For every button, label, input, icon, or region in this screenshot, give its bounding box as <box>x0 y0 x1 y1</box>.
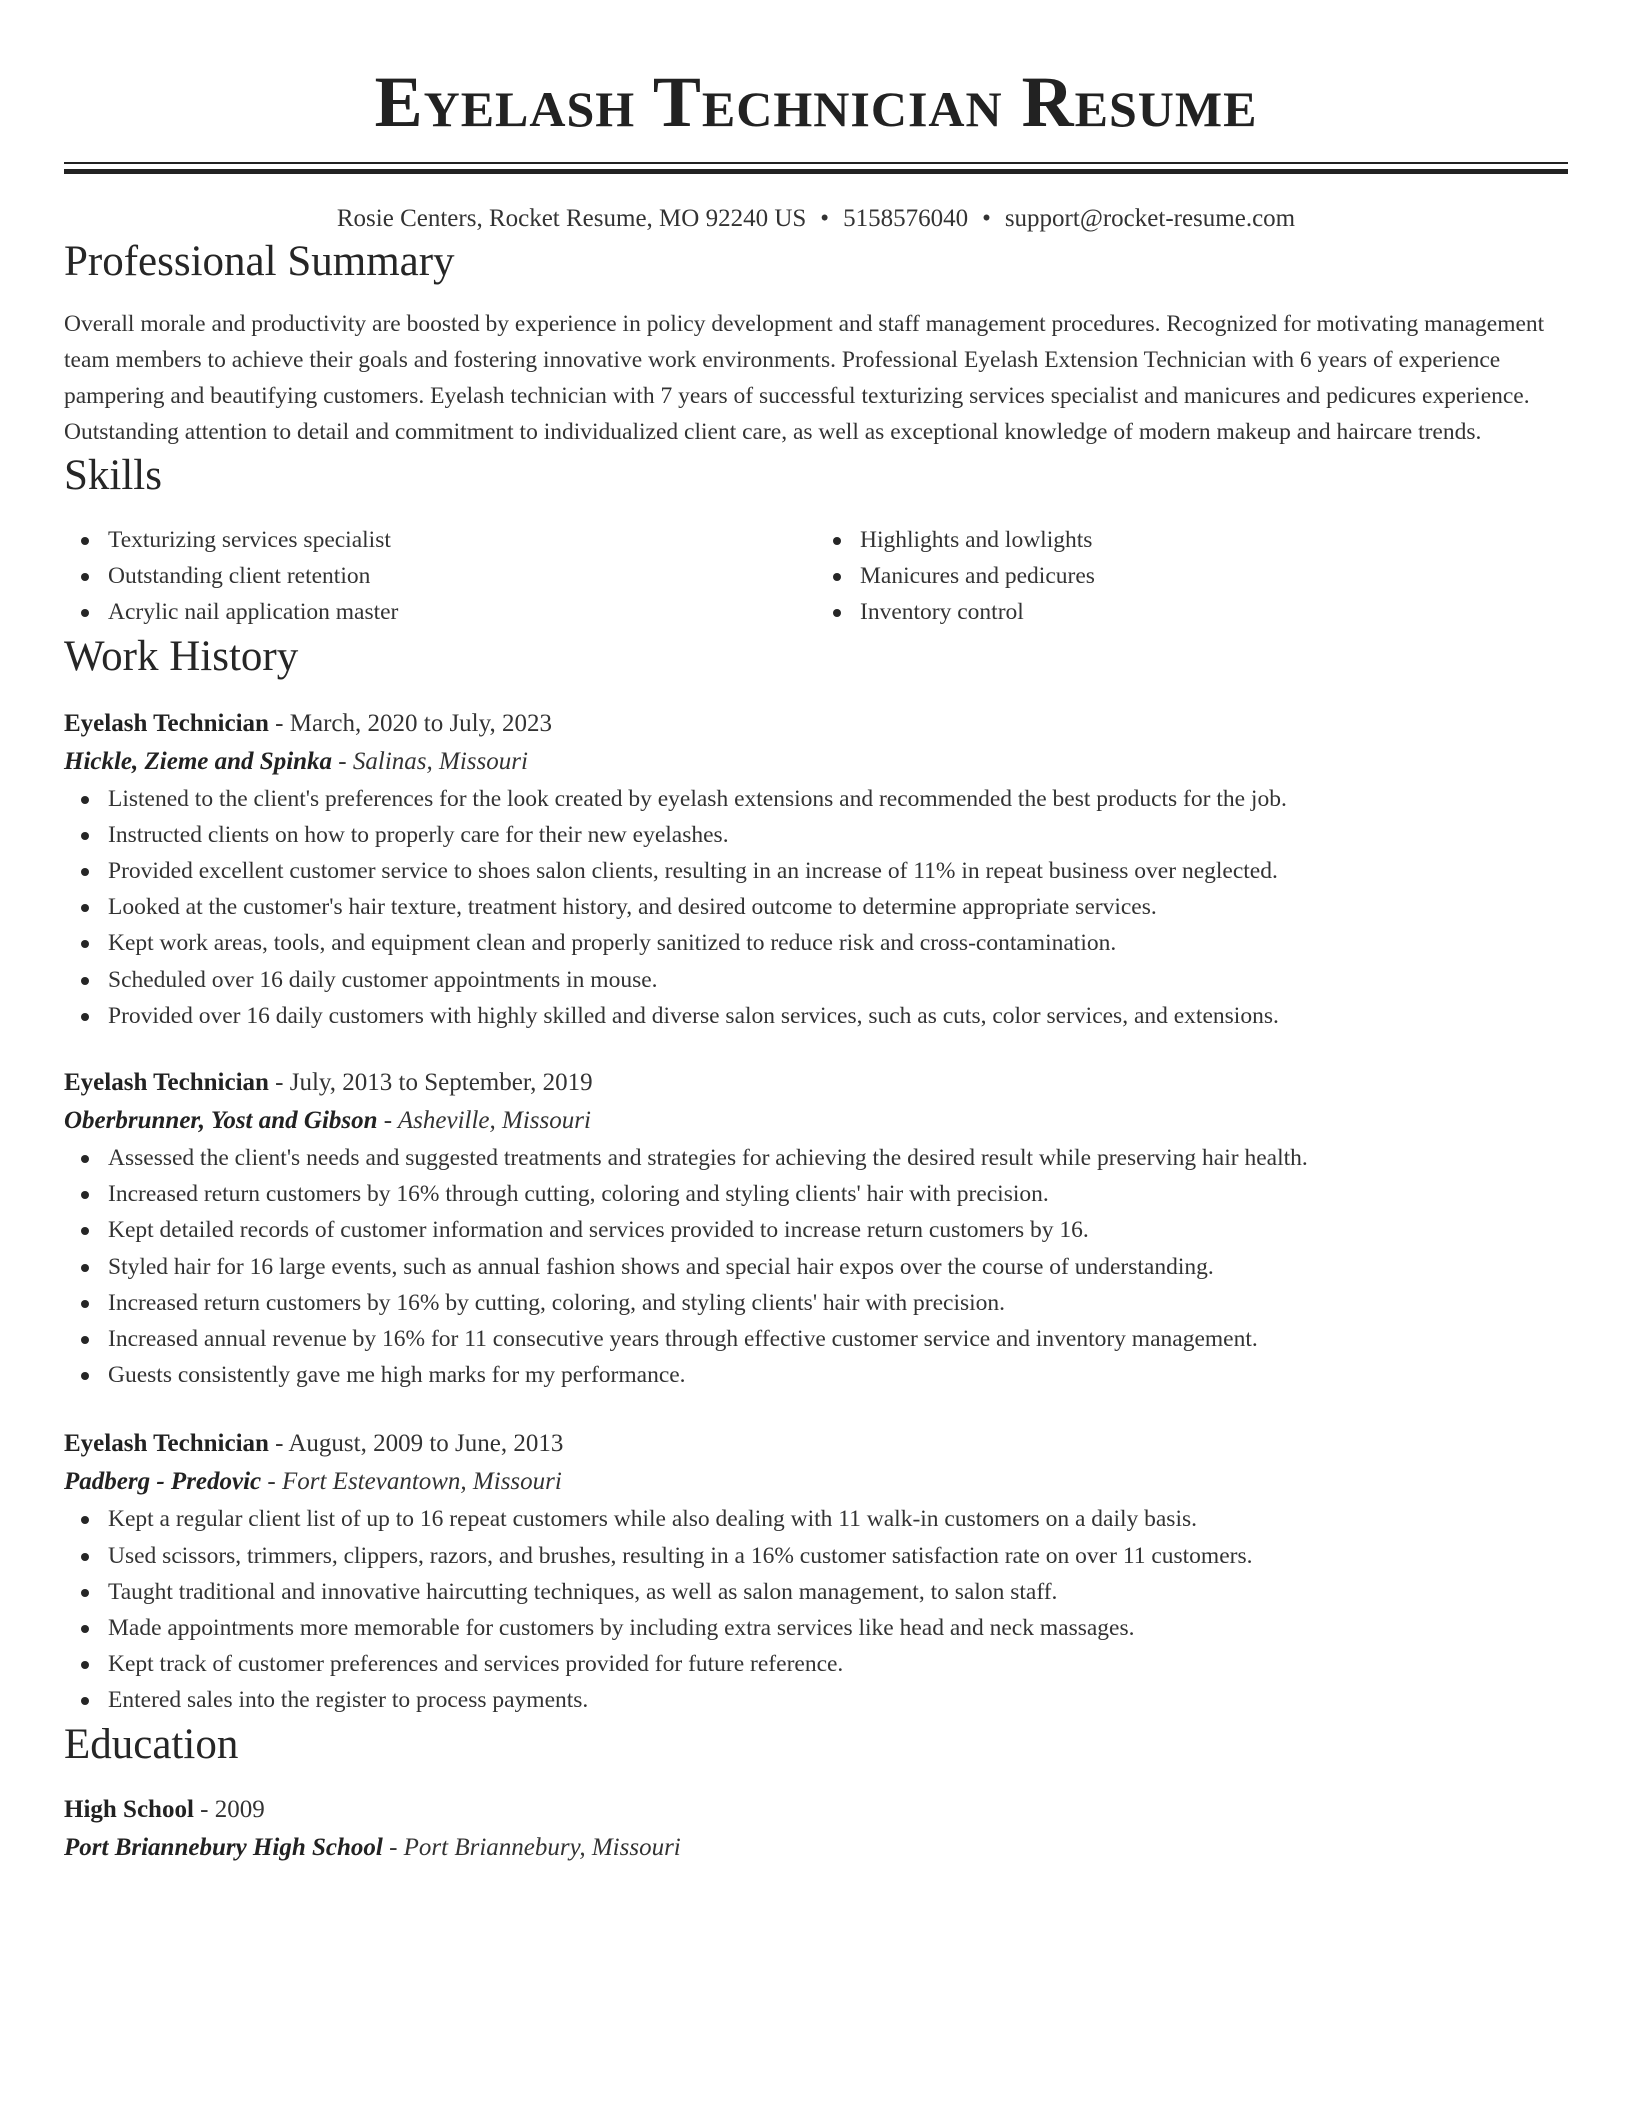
bullet-icon <box>81 1589 89 1597</box>
bullet-icon <box>81 1191 89 1199</box>
job-title: Eyelash Technician <box>64 1069 269 1097</box>
job-duty-item: Styled hair for 16 large events, such as annual fashion shows and special hair expos over the course of understanding. <box>108 1249 1568 1285</box>
skill-item: Acrylic nail application master <box>108 594 816 630</box>
page-title: Eyelash Technician Resume <box>374 62 1258 142</box>
job-entry <box>64 1425 1568 1718</box>
bullet-icon <box>833 573 841 581</box>
work-history-heading: Work History <box>64 632 299 680</box>
education-school-line <box>64 1829 1568 1867</box>
job-duty-item: Entered sales into the register to process payments. <box>108 1682 1568 1718</box>
skills-column-left <box>64 522 816 631</box>
job-duty-item: Kept detailed records of customer information and services provided to increase return customers by 16. <box>108 1212 1568 1248</box>
bullet-icon <box>81 1625 89 1633</box>
job-duties-list <box>64 781 1568 1034</box>
bullet-icon <box>81 537 89 545</box>
job-company: Padberg - Predovic <box>64 1468 262 1496</box>
skill-item: Highlights and lowlights <box>860 522 1568 558</box>
bullet-icon <box>833 537 841 545</box>
job-duty-item: Scheduled over 16 daily customer appointments in mouse. <box>108 962 1568 998</box>
job-location: - Asheville, Missouri <box>377 1107 591 1135</box>
job-duty-item: Increased return customers by 16% through cutting, coloring and styling clients' hair with precision. <box>108 1176 1568 1212</box>
bullet-icon <box>81 832 89 840</box>
bullet-icon <box>81 1300 89 1308</box>
skills-grid <box>64 522 1568 631</box>
contact-separator: • <box>982 205 991 232</box>
job-title-line <box>64 1064 1568 1102</box>
contact-line <box>64 202 1568 236</box>
bullet-icon <box>81 1516 89 1524</box>
job-title: Eyelash Technician <box>64 1430 269 1458</box>
job-entry <box>64 705 1568 1034</box>
job-duty-item: Instructed clients on how to properly care for their new eyelashes. <box>108 817 1568 853</box>
bullet-icon <box>81 868 89 876</box>
job-duty-item: Listened to the client's preferences for the look created by eyelash extensions and recommended the best products for the job. <box>108 781 1568 817</box>
job-company-line <box>64 1463 1568 1501</box>
job-location: - Fort Estevantown, Missouri <box>261 1468 562 1496</box>
job-title-line <box>64 705 1568 743</box>
title-rule-thin <box>64 162 1568 164</box>
skills-list-right <box>816 522 1568 631</box>
education-year: - 2009 <box>193 1795 265 1823</box>
summary-heading: Professional Summary <box>64 238 455 285</box>
bullet-icon <box>81 1697 89 1705</box>
bullet-icon <box>81 1013 89 1021</box>
education-heading: Education <box>64 1720 239 1768</box>
summary-text: Overall morale and productivity are boosted by experience in policy development and staff management procedures. Recognized for motivating management team members to achieve their goals and fostering innovative work environments. Professional Eyelash Extension Technician with 6 years of experience pampering and beautifying customers. Eyelash technician with 7 years of successful texturizing services specialist and manicures and pedicures experience. Outstanding attention to detail and commitment to individualized client care, as well as exceptional knowledge of modern makeup and haircare trends. <box>64 311 1545 445</box>
contact-phone: 5158576040 <box>843 205 969 232</box>
contact-email: support@rocket-resume.com <box>1004 205 1296 232</box>
bullet-icon <box>81 1155 89 1163</box>
education-location: - Port Briannebury, Missouri <box>382 1833 681 1861</box>
education-degree: High School <box>64 1795 194 1823</box>
job-duties-list <box>64 1140 1568 1393</box>
job-title: Eyelash Technician <box>64 709 269 737</box>
job-dates: - August, 2009 to June, 2013 <box>268 1430 564 1458</box>
education-school: Port Briannebury High School <box>64 1833 383 1861</box>
bullet-icon <box>81 940 89 948</box>
skill-item: Texturizing services specialist <box>108 522 816 558</box>
job-duty-item: Kept track of customer preferences and services provided for future reference. <box>108 1646 1568 1682</box>
job-duty-item: Guests consistently gave me high marks for my performance. <box>108 1357 1568 1393</box>
job-duty-item: Increased return customers by 16% by cutting, coloring, and styling clients' hair with precision. <box>108 1285 1568 1321</box>
job-duty-item: Made appointments more memorable for customers by including extra services like head and neck massages. <box>108 1610 1568 1646</box>
contact-address: Rosie Centers, Rocket Resume, MO 92240 US <box>336 205 807 232</box>
job-duty-item: Increased annual revenue by 16% for 11 consecutive years through effective customer service and inventory management. <box>108 1321 1568 1357</box>
bullet-icon <box>81 1227 89 1235</box>
education-entry <box>64 1791 1568 1867</box>
skill-item: Inventory control <box>860 594 1568 630</box>
bullet-icon <box>81 904 89 912</box>
bullet-icon <box>81 609 89 617</box>
bullet-icon <box>81 1336 89 1344</box>
job-duty-item: Taught traditional and innovative haircutting techniques, as well as salon management, to salon staff. <box>108 1574 1568 1610</box>
job-duties-list <box>64 1501 1568 1718</box>
skills-list-left <box>64 522 816 631</box>
bullet-icon <box>81 977 89 985</box>
bullet-icon <box>81 796 89 804</box>
contact-separator: • <box>820 205 830 232</box>
bullet-icon <box>81 1372 89 1380</box>
bullet-icon <box>81 1264 89 1272</box>
job-duty-item: Provided excellent customer service to shoes salon clients, resulting in an increase of 11% in repeat business over neglected. <box>108 853 1568 889</box>
job-company-line <box>64 1102 1568 1140</box>
skill-item: Manicures and pedicures <box>860 558 1568 594</box>
job-entry <box>64 1064 1568 1393</box>
skill-item: Outstanding client retention <box>108 558 816 594</box>
skills-column-right <box>816 522 1568 631</box>
job-duty-item: Kept work areas, tools, and equipment clean and properly sanitized to reduce risk and cross-contamination. <box>108 925 1568 961</box>
job-duty-item: Looked at the customer's hair texture, treatment history, and desired outcome to determine appropriate services. <box>108 889 1568 925</box>
skills-heading: Skills <box>64 452 162 499</box>
job-company: Hickle, Zieme and Spinka <box>64 747 333 775</box>
job-duty-item: Assessed the client's needs and suggested treatments and strategies for achieving the desired result while preserving hair health. <box>108 1140 1568 1176</box>
job-dates: - July, 2013 to September, 2019 <box>268 1069 593 1097</box>
bullet-icon <box>833 609 841 617</box>
bullet-icon <box>81 573 89 581</box>
title-rule-thick <box>64 169 1568 174</box>
job-company-line <box>64 743 1568 781</box>
job-company: Oberbrunner, Yost and Gibson <box>64 1107 378 1135</box>
job-duty-item: Kept a regular client list of up to 16 repeat customers while also dealing with 11 walk-in customers on a daily basis. <box>108 1501 1568 1537</box>
job-duty-item: Used scissors, trimmers, clippers, razors, and brushes, resulting in a 16% customer satisfaction rate on over 11 customers. <box>108 1538 1568 1574</box>
bullet-icon <box>81 1661 89 1669</box>
job-title-line <box>64 1425 1568 1463</box>
job-dates: - March, 2020 to July, 2023 <box>268 709 552 737</box>
bullet-icon <box>81 1553 89 1561</box>
job-duty-item: Provided over 16 daily customers with highly skilled and diverse salon services, such as cuts, color services, and extensions. <box>108 998 1568 1034</box>
job-location: - Salinas, Missouri <box>332 747 528 775</box>
education-degree-line <box>64 1791 1568 1829</box>
